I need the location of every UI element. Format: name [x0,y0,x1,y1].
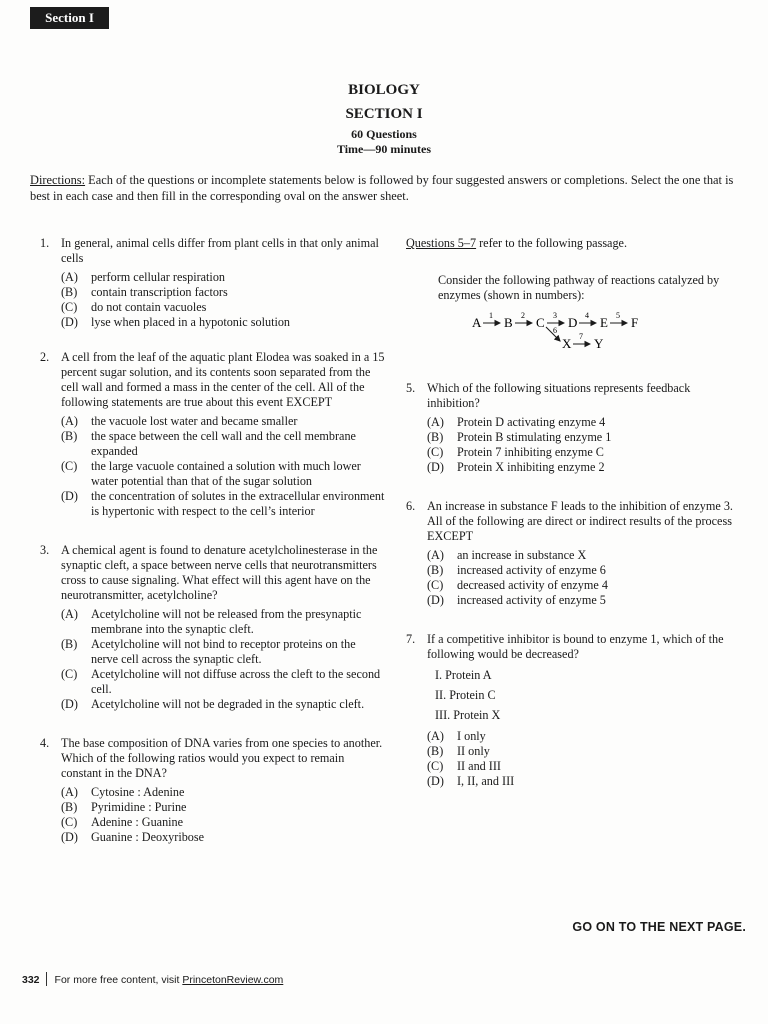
answer-choice[interactable] [61,285,385,300]
choice-text: increased activity of enzyme 6 [457,563,606,577]
choice-letter: (A) [427,415,444,429]
choice-text: Protein 7 inhibiting enzyme C [457,445,604,459]
answer-choice[interactable] [427,759,744,774]
answer-choice[interactable] [61,459,385,489]
choice-letter: (C) [427,759,444,773]
choice-letter: (A) [427,729,444,743]
pathway-enzyme-6: 6 [553,326,557,335]
choice-letter: (B) [61,285,78,299]
question-2 [40,350,385,519]
pathway-node-e: E [600,315,608,330]
right-column [406,236,744,803]
question-stem: If a competitive inhibitor is bound to enzyme 1, which of the following would be decreased? [427,632,724,661]
answer-choice[interactable] [427,415,744,430]
choice-letter: (C) [61,667,78,681]
choice-letter: (D) [427,460,444,474]
answer-choice[interactable] [427,445,744,460]
question-stem: The base composition of DNA varies from one species to another. Which of the following ratios would you expect to remain constant in the DNA? [61,736,383,780]
choice-text: the large vacuole contained a solution with much lower water potential than that of the sugar solution [91,459,361,488]
question-stem: Which of the following situations represents feedback inhibition? [427,381,691,410]
passage-reference-text: refer to the following passage. [476,236,628,250]
pathway-enzyme-7: 7 [579,332,583,341]
question-number: 2. [40,350,50,364]
question-4 [40,736,385,845]
choice-text: do not contain vacuoles [91,300,207,314]
choice-letter: (A) [61,785,78,799]
choice-letter: (D) [61,830,78,844]
pathway-enzyme-5: 5 [616,311,620,320]
choice-letter: (D) [427,593,444,607]
question-stem: A cell from the leaf of the aquatic plant Elodea was soaked in a 15 percent sugar solution, and its contents soon separated from the cell wall and formed a mass in the center of the cell. All of the following statements are true about this event EXCEPT [61,350,385,409]
choice-letter: (A) [61,607,78,621]
section-tab: Section I [30,7,109,29]
question-1 [40,236,385,330]
pathway-node-x: X [562,336,572,351]
answer-choice[interactable] [427,430,744,445]
pathway-enzyme-1: 1 [489,311,493,320]
question-count: 60 Questions [351,127,417,141]
reaction-pathway-diagram [470,311,744,351]
question-stem: In general, animal cells differ from plant cells in that only animal cells [61,236,379,265]
answer-choice[interactable] [427,729,744,744]
choice-letter: (D) [61,697,78,711]
question-number: 6. [406,499,416,513]
answer-choice[interactable] [427,744,744,759]
choice-text: decreased activity of enzyme 4 [457,578,608,592]
answer-choice[interactable] [427,593,744,608]
roman-option: II. Protein C [435,688,496,702]
passage-text: Consider the following pathway of reactions catalyzed by enzymes (shown in numbers): [438,273,720,302]
question-stem: A chemical agent is found to denature acetylcholinesterase in the synaptic cleft, a space between nerve cells that neurotransmitters cross to cause signaling. What effect will this agent have on the neurotransmitter, acetylcholine? [61,543,378,602]
answer-choice[interactable] [61,785,385,800]
choice-text: the space between the cell wall and the cell membrane expanded [91,429,356,458]
choice-text: Guanine : Deoxyribose [91,830,205,844]
choice-text: the vacuole lost water and became smaller [91,414,298,428]
answer-choice[interactable] [427,460,744,475]
choice-letter: (A) [61,270,78,284]
pathway-node-f: F [631,315,639,330]
directions-text: Each of the questions or incomplete statements below is followed by four suggested answers or completions. Select the one that is best in each case and then fill in the corresponding oval on the answer sheet. [30,173,734,203]
question-number: 3. [40,543,50,557]
choice-letter: (B) [61,637,78,651]
choice-letter: (B) [61,800,78,814]
answer-choice[interactable] [61,489,385,519]
question-number: 7. [406,632,416,646]
passage-question-range: Questions 5–7 [406,236,477,250]
answer-choice[interactable] [61,697,385,712]
choice-letter: (C) [427,445,444,459]
choice-text: increased activity of enzyme 5 [457,593,606,607]
question-number: 1. [40,236,50,250]
question-3 [40,543,385,712]
choice-text: II and III [457,759,501,773]
choice-text: lyse when placed in a hypotonic solution [91,315,291,329]
choice-text: Acetylcholine will not be degraded in the synaptic cleft. [91,697,365,711]
answer-choice[interactable] [61,607,385,637]
page-footer [22,972,283,986]
choice-text: Acetylcholine will not diffuse across the cleft to the second cell. [91,667,381,696]
answer-choice[interactable] [427,774,744,789]
answer-choice[interactable] [61,667,385,697]
answer-choice[interactable] [61,830,385,845]
directions-label: Directions: [30,173,86,187]
choice-text: Acetylcholine will not be released from the presynaptic membrane into the synaptic cleft. [91,607,362,636]
answer-choice[interactable] [61,300,385,315]
passage-reference [406,236,744,251]
pathway-node-d: D [568,315,578,330]
go-on-notice: GO ON TO THE NEXT PAGE. [572,920,746,934]
choice-text: contain transcription factors [91,285,228,299]
question-5 [406,381,744,475]
question-7 [406,632,744,789]
directions [30,172,740,204]
choice-text: perform cellular respiration [91,270,226,284]
choice-letter: (B) [427,744,444,758]
question-stem: An increase in substance F leads to the inhibition of enzyme 3. All of the following are direct or indirect results of the process EXCEPT [427,499,733,543]
answer-choice[interactable] [61,414,385,429]
roman-option: I. Protein A [435,668,492,682]
answer-choice[interactable] [427,563,744,578]
roman-option: III. Protein X [435,708,501,722]
choice-letter: (C) [61,300,78,314]
section-title: SECTION I [345,106,423,122]
left-column [40,236,385,859]
answer-choice[interactable] [61,270,385,285]
princeton-review-link[interactable]: PrincetonReview.com [182,974,284,986]
choice-text: II only [457,744,490,758]
page-number: 332 [22,974,40,986]
footer-divider [46,972,47,986]
choice-text: I, II, and III [457,774,515,788]
answer-choice[interactable] [61,815,385,830]
choice-text: an increase in substance X [457,548,587,562]
choice-letter: (B) [427,563,444,577]
choice-text: Protein B stimulating enzyme 1 [457,430,612,444]
answer-choice[interactable] [61,315,385,330]
choice-text: the concentration of solutes in the extracellular environment is hypertonic with respect to the cell’s interior [91,489,385,518]
choice-letter: (D) [61,489,78,503]
pathway-node-b: B [504,315,513,330]
answer-choice[interactable] [427,548,744,563]
choice-letter: (A) [61,414,78,428]
pathway-enzyme-4: 4 [585,311,589,320]
question-number: 4. [40,736,50,750]
time-limit: Time—90 minutes [336,142,432,156]
pathway-enzyme-2: 2 [521,311,525,320]
choice-text: Protein X inhibiting enzyme 2 [457,460,605,474]
question-6 [406,499,744,608]
footer-text: For more free content, visit [54,974,183,986]
subject-title: BIOLOGY [348,82,420,98]
choice-letter: (C) [427,578,444,592]
pathway-node-a: A [472,315,482,330]
answer-choice[interactable] [427,578,744,593]
choice-letter: (A) [427,548,444,562]
choice-text: Adenine : Guanine [91,815,184,829]
choice-text: Cytosine : Adenine [91,785,185,799]
answer-choice[interactable] [61,800,385,815]
question-number: 5. [406,381,416,395]
choice-letter: (B) [61,429,78,443]
choice-text: Acetylcholine will not bind to receptor proteins on the nerve cell across the synaptic cleft. [91,637,356,666]
choice-letter: (B) [427,430,444,444]
pathway-node-c: C [536,315,545,330]
answer-choice[interactable] [61,429,385,459]
pathway-enzyme-3: 3 [553,311,557,320]
choice-letter: (D) [427,774,444,788]
answer-choice[interactable] [61,637,385,667]
choice-letter: (D) [61,315,78,329]
choice-letter: (C) [61,815,78,829]
choice-letter: (C) [61,459,78,473]
choice-text: Protein D activating enzyme 4 [457,415,606,429]
choice-text: I only [457,729,486,743]
pathway-node-y: Y [594,336,604,351]
choice-text: Pyrimidine : Purine [91,800,187,814]
